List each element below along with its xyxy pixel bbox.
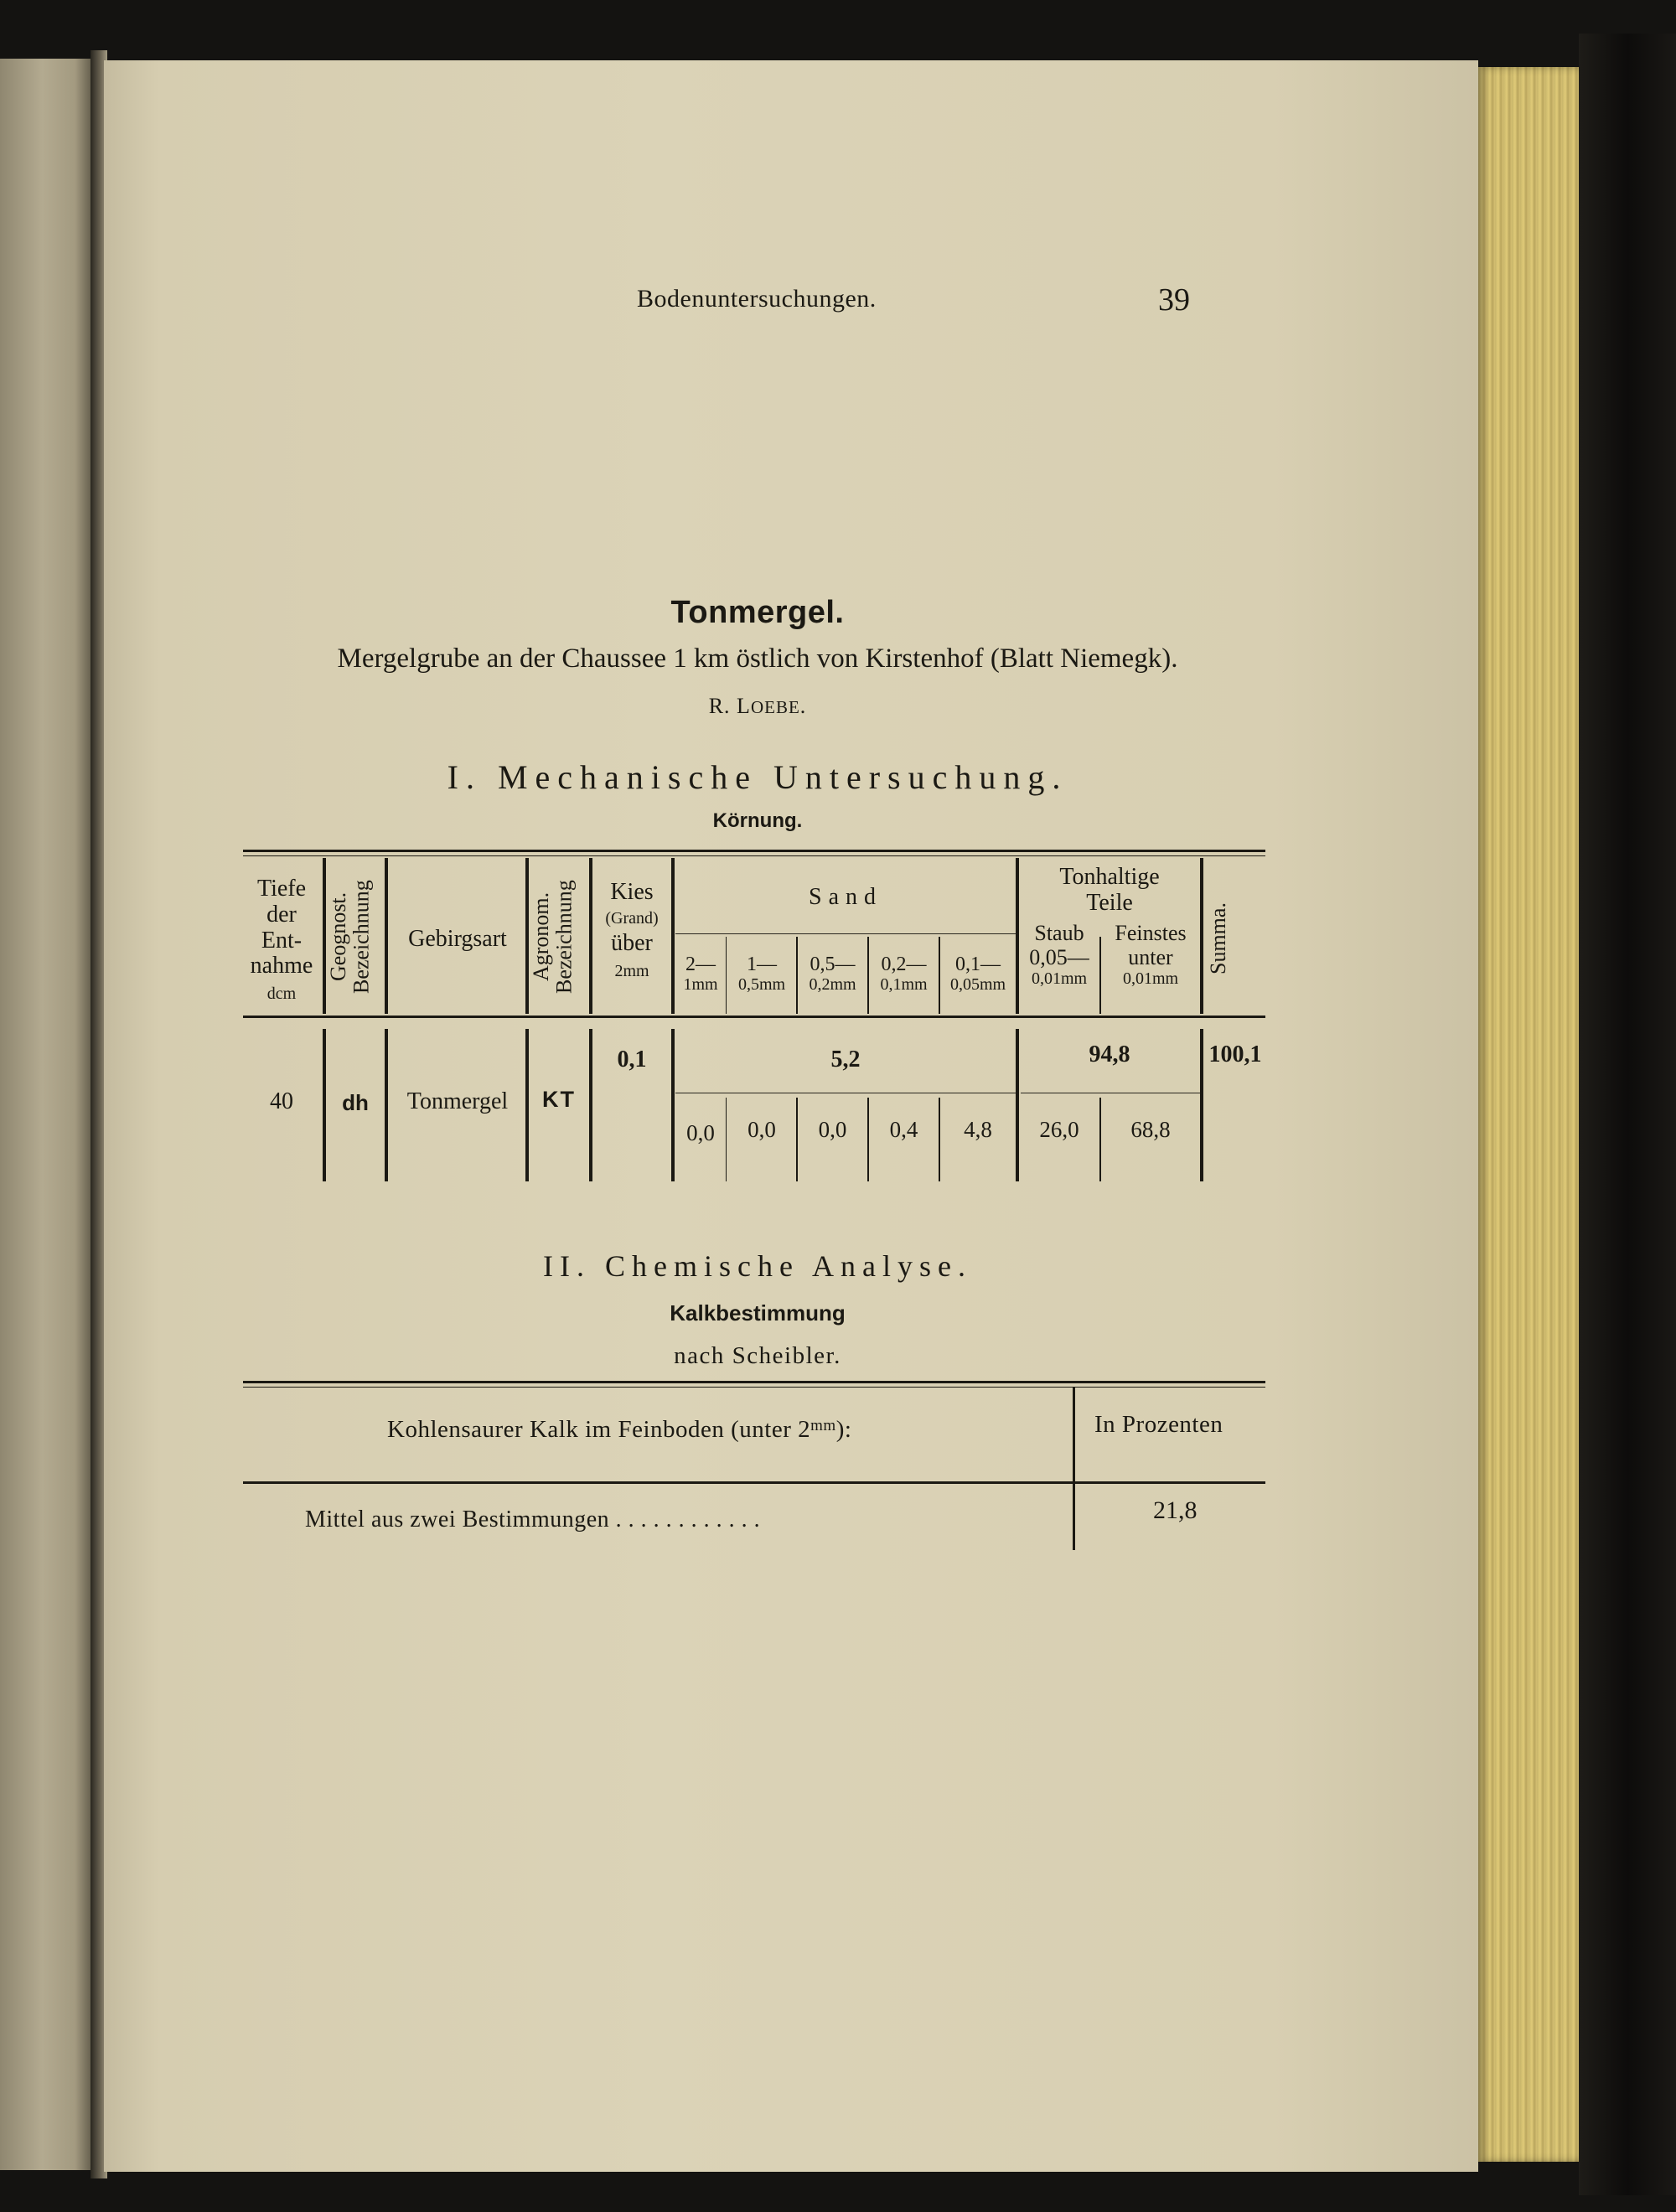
cell-sand-1-05: 0,0 [747,1117,776,1142]
header-ton: Tonhaltige Teile [1059,864,1160,916]
cell-kies: 0,1 [617,1047,647,1072]
chem-top-rule-thin [243,1387,1265,1388]
cell-ton-feinstes: 68,8 [1130,1117,1171,1142]
cell-gebirgsart: Tonmergel [406,1088,509,1114]
vline [385,1029,388,1181]
chem-row-value: 21,8 [1153,1496,1198,1524]
cell-sand-01-005: 4,8 [964,1117,992,1142]
cell-agronom: KT [542,1087,576,1112]
page [104,60,1478,2172]
cell-sand-total: 5,2 [830,1047,861,1072]
section-mechanical-title: I. Mechanische Untersuchung. [447,758,1068,796]
cell-summa: 100,1 [1208,1041,1262,1067]
vline [323,1029,326,1181]
book-cover [1579,34,1676,2195]
header-sand-01-005: 0,1— 0,05mm [949,954,1006,995]
cell-sand-2-1: 0,0 [686,1120,715,1145]
header-rule [243,1016,1265,1018]
cell-ton-total: 94,8 [1089,1041,1130,1067]
chem-header-prozent: In Prozenten [1094,1411,1223,1438]
cell-depth: 40 [270,1088,293,1114]
header-gebirgsart: Gebirgsart [408,926,507,952]
location-subtitle: Mergelgrube an der Chaussee 1 km östlich von Kirstenhof (Blatt Niemegk). [337,643,1178,674]
cell-ton-staub: 26,0 [1039,1117,1079,1142]
header-kies: Kies (Grand) über 2mm [605,879,659,980]
cell-sand-02-01: 0,4 [889,1117,918,1142]
table-top-rule-thin [243,855,1265,856]
section-mechanical-subtitle: Körnung. [712,809,803,832]
chem-row-label: Mittel aus zwei Bestimmungen . . . . . . . . . . . . [305,1507,761,1532]
vline [1200,858,1203,1014]
header-sand-2-1: 2— 1mm [683,954,718,995]
table-top-rule [243,850,1265,852]
page-number: 39 [1158,282,1190,318]
vline-thin [726,1098,727,1181]
header-sand-1-05: 1— 0,5mm [737,954,786,995]
chem-vline [1073,1473,1075,1550]
chem-top-rule [243,1381,1265,1383]
author: R. LOEBE. [708,694,807,718]
chem-vline [1073,1388,1075,1478]
header-sand-05-02: 0,5— 0,2mm [809,954,856,995]
header-geognost: Geognost. Bezeichnung [326,880,374,994]
cell-sand-05-02: 0,0 [818,1117,847,1142]
header-ton-staub: Staub 0,05— 0,01mm [1029,921,1089,989]
section-chemical-method: nach Scheibler. [674,1342,841,1369]
header-agronom: Agronom. Bezeichnung [529,880,577,994]
header-sand-02-01: 0,2— 0,1mm [880,954,928,995]
section-chemical-subtitle: Kalkbestimmung [670,1300,846,1326]
left-page-edge [0,59,94,2170]
cell-geognost: dh [342,1090,369,1115]
vline-thin [726,937,727,1014]
chem-label: Kohlensaurer Kalk im Feinboden (unter $2^{mm}$): [387,1416,852,1443]
page-edges [1478,67,1579,2162]
page-title: Tonmergel. [670,595,845,630]
header-ton-feinstes: Feinstes unter 0,01mm [1115,921,1187,989]
header-sand: Sand [809,884,882,910]
header-summa: Summa. [1206,902,1230,974]
sand-sub-rule [675,933,1016,934]
running-head: Bodenuntersuchungen. [637,285,877,313]
section-chemical-title: II. Chemische Analyse. [543,1249,972,1283]
vline [385,858,388,1014]
chem-mid-rule [243,1481,1265,1484]
header-depth: Tiefe der Ent- nahme dcm [250,876,313,1004]
